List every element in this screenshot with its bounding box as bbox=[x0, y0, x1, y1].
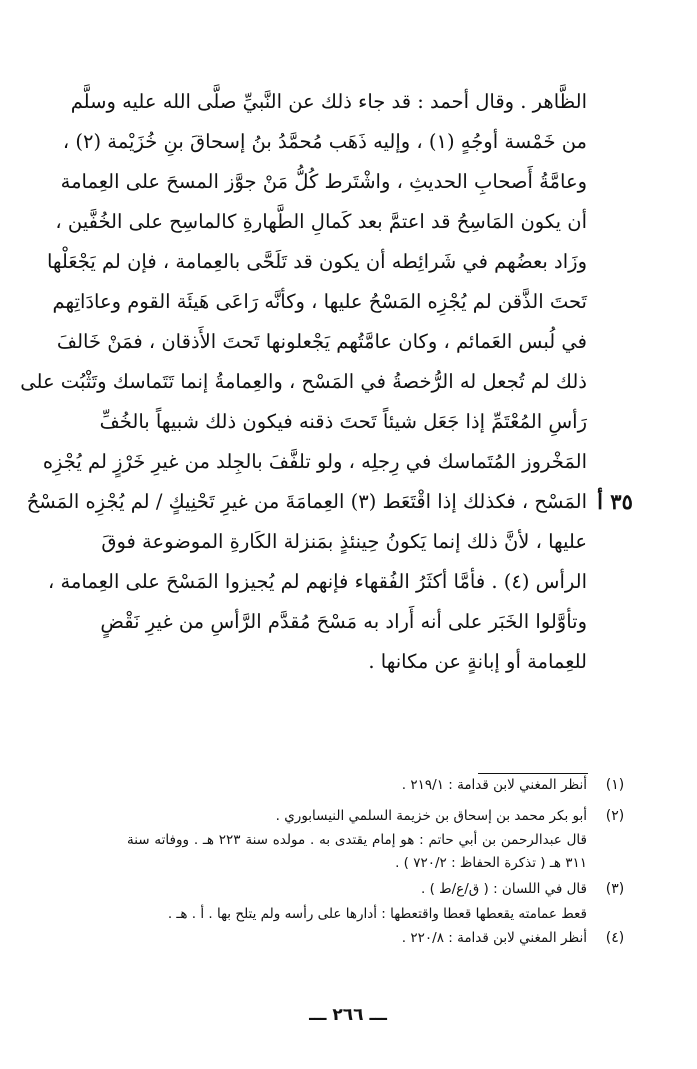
footnote-line: قعط عمامته يقعطها قعطا واقتعطها : أدارها على رأسه ولم يتلح بها . أ . هـ . bbox=[167, 906, 587, 922]
footnote-number: (٢) bbox=[605, 808, 625, 824]
footnote-line: أنظر المغني لابن قدامة : ٢١٩/١ . bbox=[401, 777, 587, 793]
text-line: وتأوَّلوا الخَبَر على أنه أَراد به مَسْحَ مُقدَّم الرَّأسِ من غيرِ نَقْضٍ bbox=[100, 610, 587, 633]
footnote-line: أبو بكر محمد بن إسحاق بن خزيمة السلمي النيسابوري . bbox=[275, 808, 587, 824]
text-line: رَأسِ المُعْتَمِّ إذا جَعَل شيئاً تَحتَ ذقنه فيكون ذلك شبيهاً بالخُفِّ bbox=[99, 410, 587, 433]
text-line: الظَّاهر . وقال أحمد : قد جاء ذلك عن النَّبيِّ صلَّى الله عليه وسلَّم bbox=[70, 90, 587, 113]
text-line: أن يكون المَاسِحُ قد اعتمَّ بعد كَمالِ الطَّهارةِ كالماسِح على الخُفَّين ، bbox=[55, 210, 587, 233]
folio-margin-marker: ٣٥ أ bbox=[597, 489, 633, 514]
text-line: عليها ، لأنَّ ذلك إنما يَكونُ حِينئذٍ بمَنزلة الكَارةِ الموضوعة فوقَ bbox=[101, 530, 587, 553]
footnote-number: (١) bbox=[605, 777, 625, 793]
footnote-line: ٣١١ هـ ( تذكرة الحفاظ : ٧٢٠/٢ ) . bbox=[395, 855, 587, 871]
footnote-line: قال في اللسان : ( ق/ع/ط ) . bbox=[420, 881, 587, 897]
footnote-line: أنظر المغني لابن قدامة : ٢٢٠/٨ . bbox=[401, 930, 587, 946]
text-line: المَسْح ، فكذلك إذا اقْتَعَط (٣) العِمامَةَ من غيرِ تَحْنِيكٍ / لم يُجْزِه المَسْحُ bbox=[26, 490, 587, 513]
footnote-number: (٣) bbox=[605, 881, 625, 897]
text-line: للعِمامة أو إبانةٍ عن مكانها . bbox=[368, 650, 587, 673]
text-line: ذلك لم تُجعل له الرُّخصةُ في المَسْح ، والعِمامةُ إنما تَتَماسك وتَثْبُت على bbox=[20, 370, 587, 393]
footnote-line: قال عبدالرحمن بن أبي حاتم : هو إمام يقتدى به . مولده سنة ٢٢٣ هـ . ووفاته سنة bbox=[127, 832, 588, 848]
text-line: الرأس (٤) . فأمَّا أكثَرُ الفُقهاء فإنهم لم يُجيزوا المَسْحَ على العِمامة ، bbox=[47, 570, 587, 593]
text-line: المَخْروز المُتَماسك في رِجلِه ، ولو تلفَّفَ بالجِلد من غيرِ خَرْزٍ لم يُجْزِه bbox=[42, 450, 587, 473]
page-number: ـــ ٢٦٦ ـــ bbox=[309, 1005, 387, 1025]
text-line: تَحتَ الذَّقن لم يُجْزِه المَسْحُ عليها ، وكأنَّه رَاعَى هَيئَة القوم وعادَاتِهم bbox=[52, 290, 587, 313]
text-line: في لُبس العَمائم ، وكان عامَّتُهم يَجْعلونها تَحتَ الأَذقان ، فمَنْ خَالفَ bbox=[56, 330, 587, 353]
text-line: وزَاد بعضُهم في شَرائِطه أن يكون قد تَلَحَّى بالعِمامة ، فإن لم يَجْعَلْها bbox=[46, 250, 587, 273]
text-line: وعامَّةُ أَصحابِ الحديثِ ، واشْتَرط كُلُّ مَنْ جوَّز المسحَ على العِمامة bbox=[60, 170, 587, 193]
footnote-number: (٤) bbox=[605, 930, 625, 946]
text-line: من خَمْسة أوجُهٍ (١) ، وإليه ذَهَب مُحمَّدُ بنُ إسحاقَ بنِ خُزَيْمة (٢) ، bbox=[62, 130, 587, 153]
